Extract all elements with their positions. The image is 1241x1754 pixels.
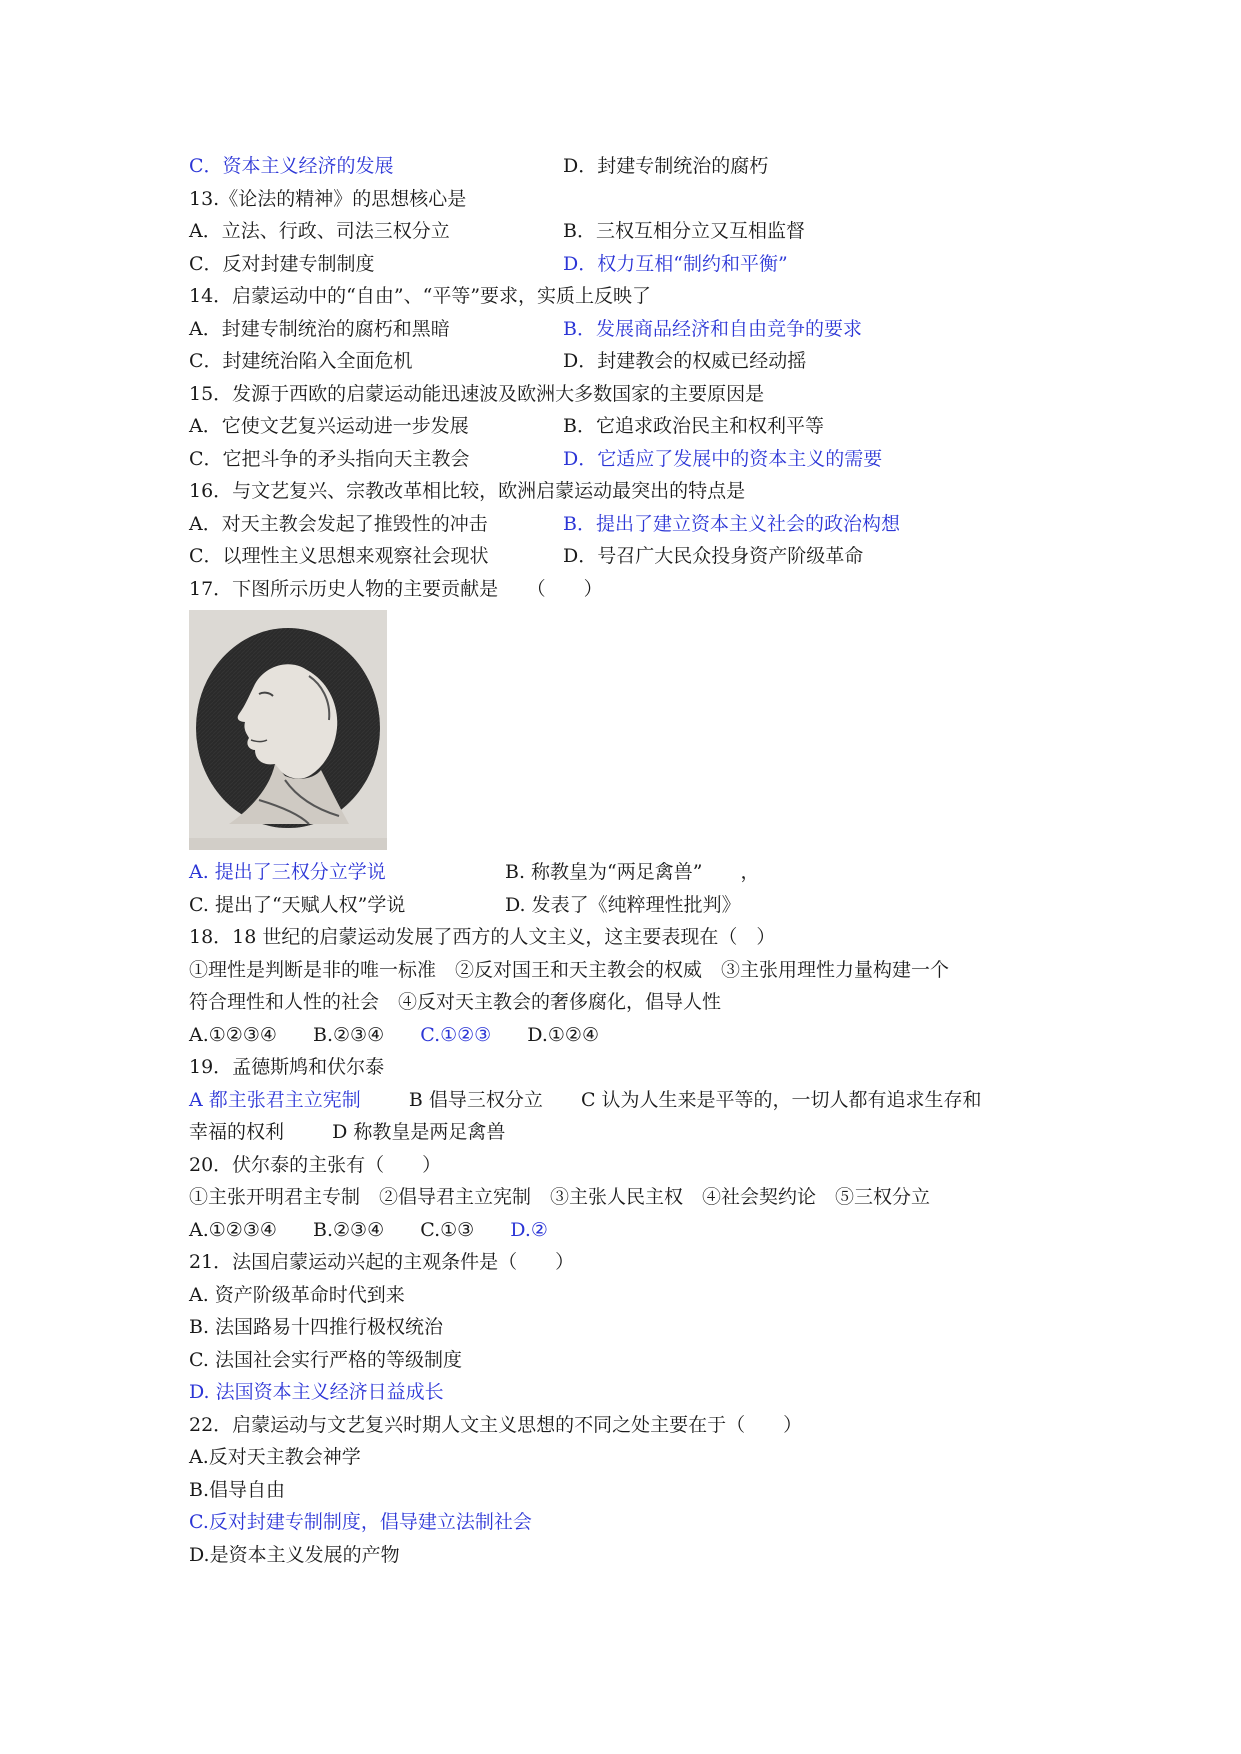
q18-option-d: D.①②④: [527, 1023, 599, 1046]
q14-option-b: B．发展商品经济和自由竞争的要求: [563, 317, 862, 340]
q19-option-c: C 认为人生来是平等的，一切人都有追求生存和: [580, 1088, 982, 1111]
q13-option-a: A．立法、行政、司法三权分立: [189, 220, 450, 242]
q15-stem: 15．发源于西欧的启蒙运动能迅速波及欧洲大多数国家的主要原因是: [189, 382, 765, 405]
q15-options-ab: [189, 410, 1089, 443]
q13-options-cd: [189, 248, 1089, 281]
q17-option-d: D. 发表了《纯粹理性批判》: [505, 893, 741, 916]
q18-option-c: C.①②③: [420, 1023, 492, 1046]
q17-option-c: C. 提出了“天赋人权”学说: [189, 893, 406, 916]
q17-option-b: B. 称教皇为“两足禽兽” ，: [505, 861, 760, 883]
q14-option-c: C．封建统治陷入全面危机: [189, 350, 413, 372]
q12-option-d: D．封建专制统治的腐朽: [563, 155, 769, 177]
q13-option-d: D．权力互相“制约和平衡”: [563, 252, 788, 275]
q16-options-cd: [189, 540, 1089, 573]
q16-option-b: B．提出了建立资本主义社会的政治构想: [563, 512, 900, 535]
q22-option-b: B.倡导自由: [189, 1478, 286, 1501]
q17-options-ab: [189, 856, 1089, 889]
q16-option-d: D．号召广大民众投身资产阶级革命: [563, 545, 864, 567]
q21-option-a: A. 资产阶级革命时代到来: [189, 1283, 405, 1306]
q20-option-d: D.②: [510, 1218, 548, 1241]
q18-options: [189, 1019, 1089, 1052]
q19-option-c-cont: 幸福的权利: [189, 1121, 285, 1143]
q15-options-cd: [189, 443, 1089, 476]
portrait-engraving: [189, 610, 387, 850]
q21-option-d: D. 法国资本主义经济日益成长: [189, 1381, 444, 1403]
q19-option-d: D 称教皇是两足禽兽: [332, 1121, 506, 1143]
q20-stem: 20．伏尔泰的主张有（ ）: [189, 1153, 442, 1176]
q14-options-ab: [189, 313, 1089, 346]
q12-options-cd: [189, 150, 1089, 183]
q14-stem: 14．启蒙运动中的“自由”、“平等”要求，实质上反映了: [189, 285, 652, 307]
q19-stem: 19．孟德斯鸠和伏尔泰: [189, 1056, 385, 1078]
q16-option-a: A．对天主教会发起了推毁性的冲击: [189, 512, 488, 535]
q13-option-b: B．三权互相分立又互相监督: [563, 220, 805, 242]
q21-option-b: B. 法国路易十四推行极权统治: [189, 1316, 444, 1338]
q22-option-a: A.反对天主教会神学: [189, 1446, 361, 1468]
q14-options-cd: [189, 345, 1089, 378]
q19-options-line2: [189, 1116, 1089, 1149]
q21-option-c: C. 法国社会实行严格的等级制度: [189, 1348, 462, 1371]
q22-stem: 22．启蒙运动与文艺复兴时期人文主义思想的不同之处主要在于（ ）: [189, 1413, 803, 1436]
q18-option-b: B.②③④: [313, 1023, 385, 1046]
q12-option-c: C．资本主义经济的发展: [189, 155, 394, 177]
q19-option-a: A 都主张君主立宪制: [189, 1088, 361, 1111]
q17-option-a: A. 提出了三权分立学说: [189, 861, 386, 883]
q14-option-a: A．封建专制统治的腐朽和黑暗: [189, 317, 450, 340]
q17-options-cd: [189, 889, 1089, 922]
q16-stem: 16．与文艺复兴、宗教改革相比较，欧洲启蒙运动最突出的特点是: [189, 480, 746, 502]
portrait-image: [189, 610, 387, 850]
q13-options-ab: [189, 215, 1089, 248]
q13-option-c: C．反对封建专制制度: [189, 252, 375, 275]
q14-option-d: D．封建教会的权威已经动摇: [563, 350, 807, 372]
q16-option-c: C．以理性主义思想来观察社会现状: [189, 545, 489, 567]
q13-stem: 13.《论法的精神》的思想核心是: [189, 187, 467, 210]
q20-options: [189, 1214, 1089, 1247]
question-sheet: [189, 150, 1089, 1571]
q15-option-c: C．它把斗争的矛头指向天主教会: [189, 447, 470, 470]
q15-option-a: A．它使文艺复兴运动进一步发展: [189, 415, 469, 437]
q20-option-c: C.①③: [420, 1218, 475, 1241]
q18-stem: 18．18 世纪的启蒙运动发展了西方的人文主义，这主要表现在（ ）: [189, 926, 776, 948]
q16-options-ab: [189, 508, 1089, 541]
q15-option-b: B．它追求政治民主和权利平等: [563, 415, 824, 437]
q18-option-a: A.①②③④: [189, 1023, 277, 1046]
q21-stem: 21．法国启蒙运动兴起的主观条件是（ ）: [189, 1251, 575, 1273]
q18-items-line2: 符合理性和人性的社会 ④反对天主教会的奢侈腐化，倡导人性: [189, 991, 722, 1013]
q22-option-c: C.反对封建专制制度，倡导建立法制社会: [189, 1511, 532, 1533]
q20-option-a: A.①②③④: [189, 1218, 277, 1241]
q18-items-line1: ①理性是判断是非的唯一标准 ②反对国王和天主教会的权威 ③主张用理性力量构建一个: [189, 958, 950, 981]
q20-items: ①主张开明君主专制 ②倡导君主立宪制 ③主张人民主权 ④社会契约论 ⑤三权分立: [189, 1186, 931, 1208]
q19-options-line1: [189, 1084, 1089, 1117]
q17-stem: 17．下图所示历史人物的主要贡献是 （ ）: [189, 577, 603, 600]
q20-option-b: B.②③④: [313, 1218, 385, 1241]
q22-option-d: D.是资本主义发展的产物: [189, 1543, 400, 1566]
q15-option-d: D．它适应了发展中的资本主义的需要: [563, 447, 883, 470]
q19-option-b: B 倡导三权分立: [408, 1088, 543, 1111]
